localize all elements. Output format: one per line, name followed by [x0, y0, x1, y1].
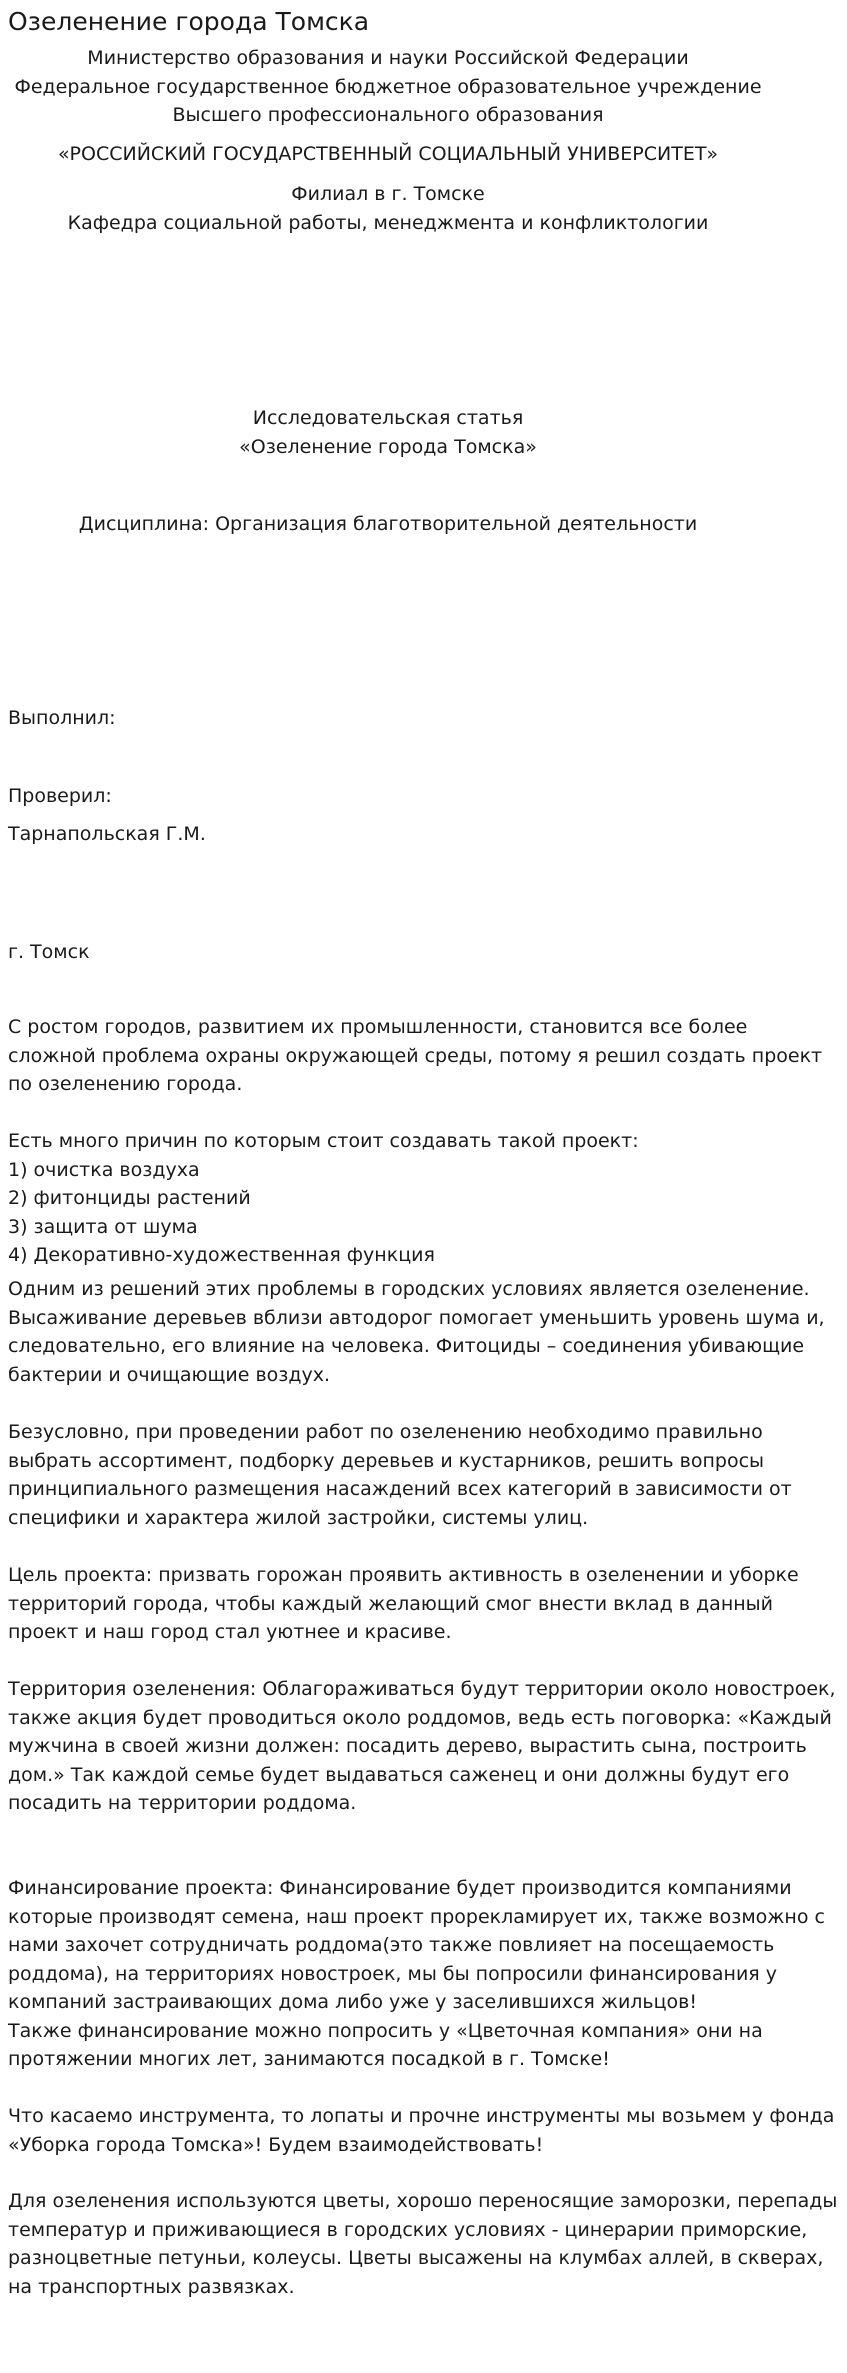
institution-type-line: Федеральное государственное бюджетное образовательное учреждение [14, 75, 762, 98]
list-item: 1) очистка воздуха [8, 1158, 200, 1181]
title-page-header [8, 44, 768, 130]
reasons-paragraph [8, 1127, 639, 1270]
flowers-paragraph: Для озеленения используются цветы, хорошо переносящие заморозки, перепады температур и приживающиеся в городских условиях - цинерарии приморские, разноцветные петуньи, колеусы. Цветы высажены на клумбах аллей, в скверах, на транспортных развязках. [8, 2190, 838, 2298]
list-item: 2) фитонциды растений [8, 1187, 251, 1209]
page-title: Озеленение города Томска [8, 7, 370, 36]
article-type: Исследовательская статья [252, 407, 524, 429]
performed-label: Выполнил: [8, 707, 116, 729]
goal-paragraph: Цель проекта: призвать горожан проявить активность в озеленении и уборке территорий города, чтобы каждый желающий смог внести вклад в данный проект и наш город стал уютнее и красиве. [8, 1564, 799, 1643]
intro-paragraph: С ростом городов, развитием их промышленности, становится все более сложной проблема охраны окружающей среды, потому я решил создать проект по озеленению города. [8, 1016, 823, 1095]
assortment-paragraph: Безусловно, при проведении работ по озеленению необходимо правильно выбрать ассортимент, подборку деревьев и кустарников, решить вопросы принципиального размещения насаждений всех категорий в зависимости от специфики и характера жилой застройки, системы улиц. [8, 1421, 792, 1529]
checker-name: Тарнапольская Г.М. [8, 823, 206, 845]
territory-paragraph: Территория озеленения: Облагораживаться будут территории около новостроек, также акция будет проводиться около роддомов, ведь есть поговорка: «Каждый мужчина в своей жизни должен: посадить дерево, вырастить сына, построить дом.» Так каждой семье будет выдаваться саженец и они должны будут его посадить на территории роддома. [8, 1678, 836, 1814]
education-line: Высшего профессионального образования [172, 104, 604, 126]
ministry-line: Министерство образования и науки Российской Федерации [87, 47, 689, 69]
solution-paragraph: Одним из решений этих проблемы в городских условиях является озеленение. Высаживание деревьев вблизи автодорог помогает уменьшить уровень шума и, следовательно, его влияние на человека. Фитоциды – соединения убивающие бактерии и очищающие воздух. [8, 1278, 825, 1386]
city-label: г. Томск [8, 941, 90, 963]
tools-paragraph: Что касаемо инструмента, то лопаты и прочне инструменты мы возьмем у фонда «Уборка города Томска»! Будем взаимодействовать! [8, 2105, 835, 2156]
discipline-line: Дисциплина: Организация благотворительной деятельности [78, 513, 698, 535]
university-name: «РОССИЙСКИЙ ГОСУДАРСТВЕННЫЙ СОЦИАЛЬНЫЙ УНИВЕРСИТЕТ» [57, 143, 719, 165]
article-name: «Озеленение города Томска» [239, 435, 537, 458]
checked-label: Проверил: [8, 785, 112, 807]
reasons-intro: Есть много причин по которым стоит создавать такой проект: [8, 1130, 639, 1152]
financing-paragraph: Финансирование проекта: Финансирование будет производится компаниями которые производят семена, наш проект прорекламирует их, также возможно с нами захочет сотрудничать роддома(это также повлияет на посещаемость роддома), на территориях новостроек, мы бы попросили финансирования у компаний застраивающих дома либо уже у заселившихся жильцов! Также финансирование можно попросить у «Цветочная компания» они на протяжении многих лет, занимаются посадкой в г. Томске! [8, 1877, 825, 2070]
article-heading [8, 404, 768, 461]
list-item: 3) защита от шума [8, 1215, 198, 1238]
branch-block [8, 180, 768, 237]
branch-line: Филиал в г. Томске [291, 183, 485, 205]
department-line: Кафедра социальной работы, менеджмента и конфликтологии [67, 211, 709, 234]
list-item: 4) Декоративно-художественная функция [8, 1244, 435, 1266]
